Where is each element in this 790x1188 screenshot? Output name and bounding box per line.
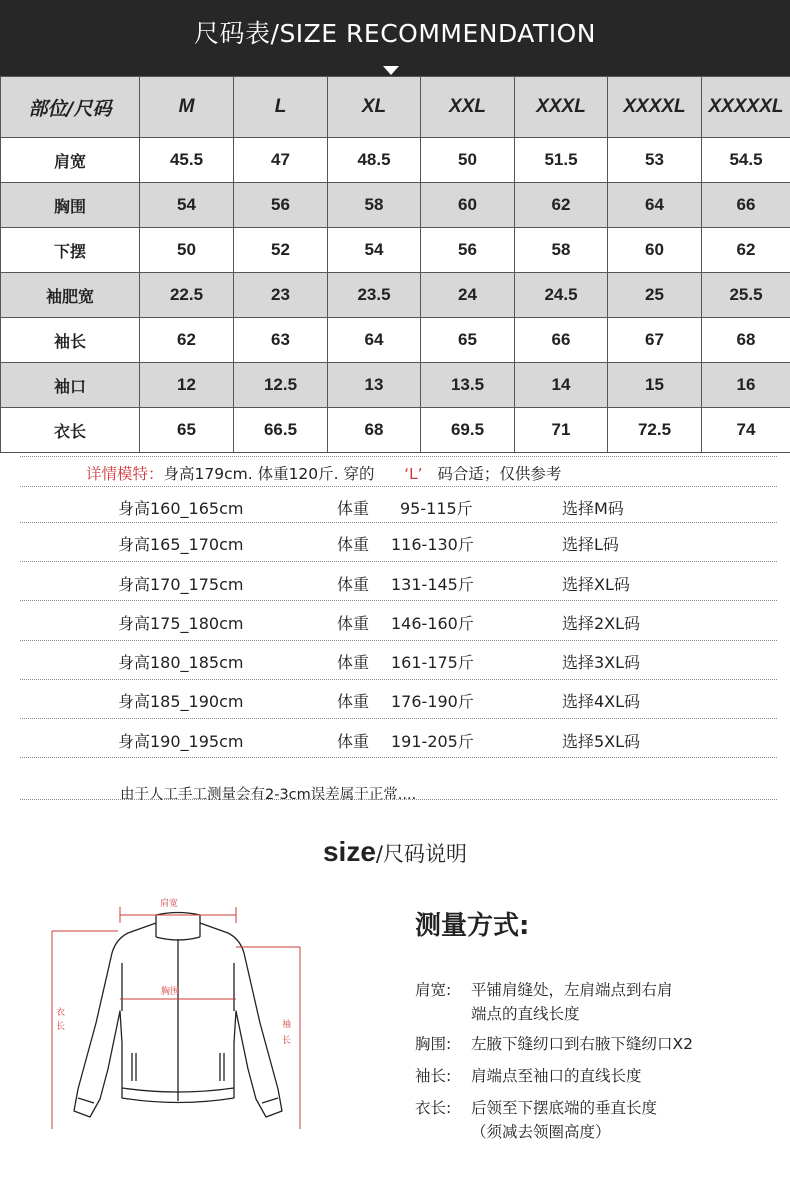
table-cell: 64 [608,183,702,228]
table-cell: 25.5 [702,273,790,318]
measure-desc [471,978,741,1026]
table-cell: 58 [515,228,608,273]
measurement-note: 由于人工手工测量会有2-3cm误差属于正常.... [120,787,417,803]
list-item [0,729,790,753]
size-table [0,76,790,453]
divider [20,757,777,758]
table-cell: 65 [421,318,515,363]
size-choice: 选择2XL码 [562,614,641,633]
size-choice: 选择M码 [562,499,624,518]
table-cell: 54.5 [702,138,790,183]
sleeve-label-1: 袖 [282,1020,292,1030]
table-cell: 72.5 [608,408,702,453]
height-range: 身高185_190cm [118,692,244,711]
size-choice: 选择5XL码 [562,732,641,751]
height-range: 身高175_180cm [118,614,244,633]
table-row-label: 袖肥宽 [1,273,140,318]
weight-range: 176-190斤 [391,692,474,711]
table-row-label: 肩宽 [1,138,140,183]
model-text: 身高179cm. 体重120斤. 穿的 [163,465,375,483]
list-item [0,532,790,556]
table-cell: 66 [515,318,608,363]
table-row [1,183,790,228]
length-label-2: 长 [56,1022,66,1032]
measure-line: 端点的直线长度 [471,1005,580,1023]
weight-range: 95-115斤 [400,499,473,518]
table-cell: 56 [234,183,328,228]
height-range: 身高170_175cm [118,575,244,594]
weight-label: 体重 [337,499,370,518]
list-item [0,496,790,520]
measure-desc: 左腋下缝纫口到右腋下缝纫口X2 [471,1035,693,1053]
table-header-cell: XXXXXL [702,77,790,138]
table-cell: 23.5 [328,273,421,318]
table-cell: 68 [328,408,421,453]
table-cell: 12 [140,363,234,408]
divider [20,718,777,719]
list-item [0,611,790,635]
model-label: 详情模特： [86,465,164,483]
measure-key: 肩宽: [415,981,452,999]
table-cell: 56 [421,228,515,273]
table-cell: 71 [515,408,608,453]
size-section-title [0,836,790,868]
table-row-label: 袖口 [1,363,140,408]
table-cell: 68 [702,318,790,363]
measure-line: （须减去领圈高度） [471,1123,611,1141]
measure-key: 袖长: [415,1067,452,1085]
weight-range: 191-205斤 [391,732,474,751]
divider [20,486,777,487]
table-cell: 48.5 [328,138,421,183]
triangle-down-icon [383,66,399,75]
table-row-label: 下摆 [1,228,140,273]
divider [20,640,777,641]
table-cell: 13.5 [421,363,515,408]
table-cell: 50 [421,138,515,183]
table-cell: 12.5 [234,363,328,408]
weight-range: 161-175斤 [391,653,474,672]
measure-desc: 肩端点至袖口的直线长度 [471,1067,642,1085]
table-cell: 69.5 [421,408,515,453]
jacket-outline [74,913,282,1118]
table-cell: 62 [140,318,234,363]
divider [20,522,777,523]
table-row [1,273,790,318]
table-cell: 63 [234,318,328,363]
table-cell: 23 [234,273,328,318]
table-cell: 54 [140,183,234,228]
table-header-cell: 部位/尺码 [1,77,140,138]
table-header-row [1,77,790,138]
table-header-cell: XXL [421,77,515,138]
list-item [0,572,790,596]
table-cell: 50 [140,228,234,273]
weight-label: 体重 [337,614,370,633]
weight-label: 体重 [337,692,370,711]
length-label-1: 衣 [56,1008,66,1018]
table-cell: 47 [234,138,328,183]
table-cell: 67 [608,318,702,363]
size-choice: 选择XL码 [562,575,630,594]
table-header-cell: M [140,77,234,138]
table-cell: 64 [328,318,421,363]
weight-range: 116-130斤 [391,535,474,554]
table-cell: 25 [608,273,702,318]
table-row [1,408,790,453]
size-choice: 选择4XL码 [562,692,641,711]
header-banner [0,0,790,76]
table-row-label: 胸围 [1,183,140,228]
measure-title: 测量方式: [415,911,530,941]
size-choice: 选择3XL码 [562,653,641,672]
table-cell: 62 [515,183,608,228]
divider [20,561,777,562]
table-cell: 74 [702,408,790,453]
table-cell: 60 [608,228,702,273]
table-cell: 45.5 [140,138,234,183]
list-item [0,689,790,713]
table-cell: 53 [608,138,702,183]
page-title: 尺码表/SIZE RECOMMENDATION [194,19,596,48]
size-title-bold: size [322,836,376,867]
weight-label: 体重 [337,732,370,751]
jacket-diagram [48,893,308,1138]
table-row [1,228,790,273]
table-cell: 65 [140,408,234,453]
size-choice: 选择L码 [562,535,619,554]
table-cell: 13 [328,363,421,408]
table-cell: 66.5 [234,408,328,453]
height-range: 身高190_195cm [118,732,244,751]
model-note: 码合适；仅供参考 [437,465,562,483]
table-cell: 15 [608,363,702,408]
divider [20,600,777,601]
weight-label: 体重 [337,575,370,594]
table-cell: 58 [328,183,421,228]
measure-desc [471,1096,741,1144]
table-cell: 60 [421,183,515,228]
weight-range: 131-145斤 [391,575,474,594]
divider [20,456,777,457]
table-cell: 24 [421,273,515,318]
shoulder-label: 肩宽 [160,899,179,909]
table-row-label: 袖长 [1,318,140,363]
table-header-cell: XXXL [515,77,608,138]
table-cell: 62 [702,228,790,273]
table-row [1,363,790,408]
weight-label: 体重 [337,653,370,672]
measure-line: 平铺肩缝处，左肩端点到右肩 [471,981,673,999]
table-row [1,138,790,183]
table-cell: 22.5 [140,273,234,318]
weight-label: 体重 [337,535,370,554]
table-cell: 24.5 [515,273,608,318]
table-cell: 14 [515,363,608,408]
chest-label: 胸围 [161,987,180,997]
table-cell: 16 [702,363,790,408]
table-cell: 52 [234,228,328,273]
measure-line: 后领至下摆底端的垂直长度 [471,1099,658,1117]
table-header-cell: XXXXL [608,77,702,138]
measure-key: 胸围: [415,1035,452,1053]
table-header-cell: XL [328,77,421,138]
table-header-cell: L [234,77,328,138]
list-item [0,650,790,674]
table-row-label: 衣长 [1,408,140,453]
model-size: ‘L’ [404,465,423,483]
size-title-rest: /尺码说明 [375,842,467,866]
sleeve-label-2: 长 [282,1036,292,1046]
height-range: 身高165_170cm [118,535,244,554]
weight-range: 146-160斤 [391,614,474,633]
divider [20,799,777,800]
height-range: 身高180_185cm [118,653,244,672]
measure-key: 衣长: [415,1099,452,1117]
table-cell: 66 [702,183,790,228]
table-row [1,318,790,363]
table-cell: 51.5 [515,138,608,183]
height-range: 身高160_165cm [118,499,244,518]
table-cell: 54 [328,228,421,273]
model-info [86,462,561,484]
divider [20,679,777,680]
